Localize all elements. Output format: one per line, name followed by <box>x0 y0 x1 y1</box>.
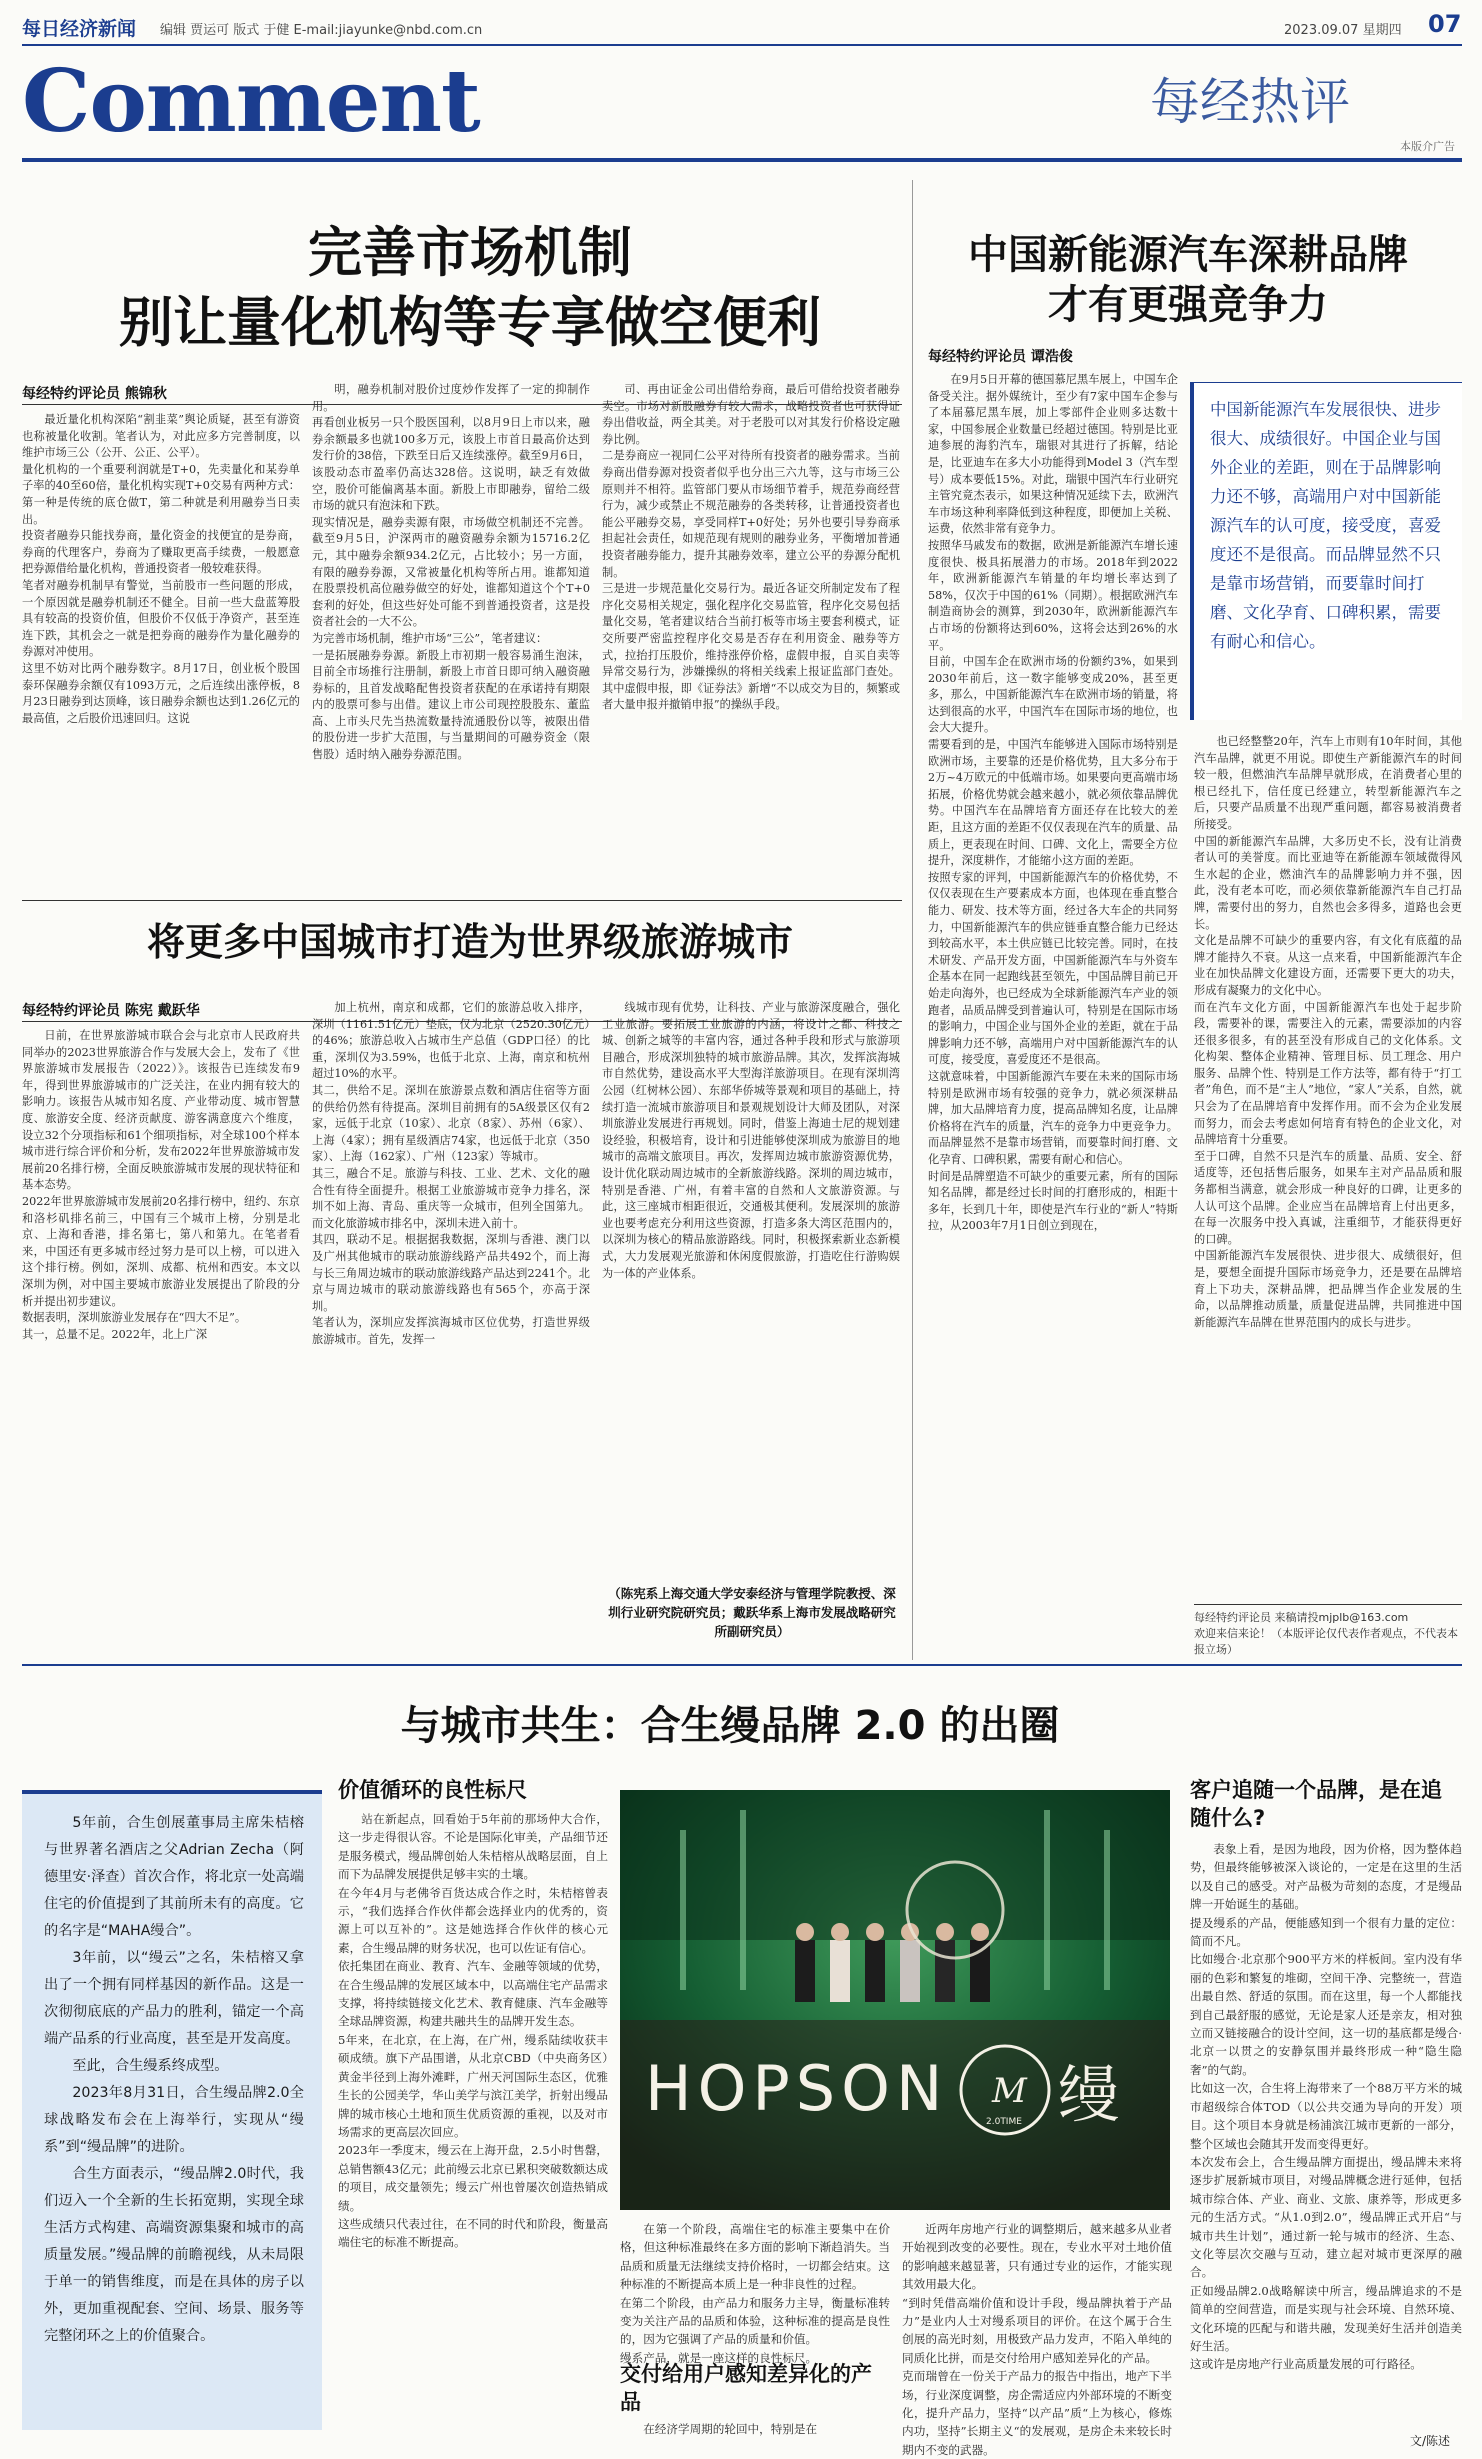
article2-title-line1: 中国新能源汽车深耕品牌 <box>968 232 1408 278</box>
article1-byline: 每经特约评论员 熊锦秋 <box>22 386 167 402</box>
article3-column-3: 线城市现有优势，让科技、产业与旅游深度融合，强化工业旅游。要拓展工业旅游的内涵，将设计之都、科技之城、创新之城等的丰富内容，通过各种手段和形式与旅游项目融合，形成深圳独特的城市旅游品牌。其次，发挥滨海城市自然优势，建设高水平大型海洋旅游项目。在现有深圳湾公园（红树林公园）、东部华侨城等景观和项目的基础上，持续打造一流城市旅游项目和景观规划设计大师及团队，对深圳旅游业发展进行再规划。同时，借鉴上海迪士尼的规划建设经验，积极培育，设计和引进能够使深圳成为旅游目的地城市的高端文旅项目。再次，发挥周边城市旅游资源优势，设计优化联动周边城市的全新旅游线路。深圳的周边城市，特别是香港、广州，有着丰富的自然和人文旅游资源。与此，这三座城市相距很近，交通极其便利。发展深圳的旅游业也要考虑充分利用这些资源，打造多条大湾区范围内的，以深圳为核心的精品旅游路线。同时，积极探索新业态新模式，大力发展观光旅游和休闲度假旅游，打造吃住行游购娱为一体的产业体系。 <box>602 1001 900 1280</box>
photo-logo-cn: 缦 <box>1058 2058 1121 2131</box>
section-rule <box>22 1664 1462 1666</box>
article4-subhead-3: 客户追随一个品牌，是在追随什么? <box>1190 1778 1442 1830</box>
article1-column-2: 明，融券机制对股价过度炒作发挥了一定的抑制作用。 再看创业板另一只个股医国利，以8月9日上市以来，融券余额最多也就100多万元，该股上市首日最高价达到发行价的38倍，下跌至日后又连续涨停。截至9月6日，该股动态市盈率仍高达328倍。这说明，缺乏有效做空，股价可能偏离基本面。新股上市即融券，留给二级市场的就只有泡沫和下跌。 现实情况是，融券卖源有限，市场做空机制还不完善。截至9月5日，沪深两市的融资融券余额为15716.2亿元，其中融券余额934.2亿元，占比较小；另一方面，有限的融券券源，又常被量化机构等所占用。谁都知道在股票投机高位融券做空的好处，谁都知道这个个T+0套利的好处，但这些好处可能不到普通投资者，这是投资者社会的一大不公。 为完善市场机制，维护市场“三公”，笔者建议： 一是拓展融券券源。新股上市初期一般容易涌生泡沫，目前全市场推行注册制，新股上市首日即可纳入融资融券标的，且首发战略配售投资者获配的在承诺持有期限内的股票可参与出借。建议上市公司现控股股东、董监高、上市头尺先当热流数量持流通股份以等，被限出借的股份进一步扩大范围，与当量期间的可融券资金（限售股）适时纳入融券券源范围。 <box>312 383 590 762</box>
article2-headline <box>928 230 1448 330</box>
article4-column-3: 近两年房地产行业的调整期后，越来越多从业者开始视到改变的必要性。现在，专业水平对土地价值的影响越来越显著，只有通过专业的运作，才能实现其效用最大化。 “到时凭借高端价值和设计手段，缦品牌执着于产品力”是业内人士对缦系项目的评价。在这个属于合生创展的高光时刻，用极致产品力发声，不陷入单纯的同质化比拼，而是交付给用户感知差异化的产品。 克而瑞曾在一份关于产品力的报告中指出，地产下半场，行业深度调整，房企需适应内外部环境的不断变化，提升产品力，坚持“以产品”质“上为核心，修炼内功，坚持”长期主义“的发展观，是房企未来较长时期内不变的武器。 <box>902 2222 1172 2457</box>
article3-byline: 每经特约评论员 陈宪 戴跃华 <box>22 1003 200 1019</box>
intro-paragraph: 5年前，合生创展董事局主席朱桔榕与世界著名酒店之父Adrian Zecha（阿德里安·泽查）首次合作，将北京一处高端住宅的价值提到了其前所未有的高度。它的名字是“MAHA缦合”。 <box>44 1815 304 1939</box>
article4-headline: 与城市共生：合生缦品牌 2.0 的出圈 <box>400 1703 1060 1749</box>
event-photo <box>620 1790 1170 2210</box>
article3-author-bio: （陈宪系上海交通大学安泰经济与管理学院教授、深圳行业研究院研究员；戴跃华系上海市发展战略研究所副研究员） <box>608 1586 896 1639</box>
page-number: 07 <box>1428 10 1462 38</box>
paper-name: 每日经济新闻 <box>22 18 137 40</box>
article1-column-3: 司、再由证金公司出借给券商，最后可借给投资者融券卖空。市场对新股融券有较大需求，战略投资者也可获得证券出借收益，两全其美。对于老股可以对其发行价格设定融券比例。 二是券商应一视同仁公平对待所有投资者的融券需求。当前券商出借券源对投资者似乎也分出三六九等，这与市场三公原则并不相符。监管部门要从市场细节着手，规范券商经营行为，减少或禁止不规范融券的各类转移，让普通投资者也能公平融券交易，享受同样T+0好处；另外也要引导券商承担起社会责任，如规范现有规则的融券业务，平衡增加普通投资者融券能力，提升其融券效率，建立公平的券源分配机制。 三是进一步规范量化交易行为。最近各证交所制定发布了程序化交易相关规定，强化程序化交易监管，程序化交易包括量化交易，笔者建议结合当前打板等市场主要套利模式，证交所要严密监控程序化交易是否存在利用资金、融券等方式，拉抬打压股价，维持涨停价格，虚假申报，自买自卖等异常交易行为，涉嫌操纵的将相关线索上报证监部门查处。其中虚假申报，即《证券法》新增“不以成交为目的，频繁或者大量申报并撤销申报”的操纵手段。 <box>602 383 900 712</box>
article2-column-1: 在9月5日开幕的德国慕尼黑车展上，中国车企备受关注。据外媒统计，至少有7家中国车企参与了本届慕尼黑车展，加上零部件企业则多达数十家，中国参展企业数量已经超过德国。特别是比亚迪参展的海豹汽车，瑞银对其进行了拆解，结论是，比亚迪车在多大小功能得到Model 3（汽车型号）成本要低15%。对此，瑞银中国汽车行业研究主管究竟杰表示，如果这种情况延续下去，欧洲汽车市场这种利率降低到这种程度，即便加上关税、运费，依然非常有竞争力。 按照华马戚发布的数据，欧洲是新能源汽车增长速度很快、极具拓展潜力的市场。2018年到2022年，欧洲新能源汽车销量的年均增长率达到了58%，仅次于中国的61%（同期）。根据欧洲汽车制造商协会的测算，到2030年，欧洲新能源汽车占市场的份额将达到60%，这将会达到26%的水平。 目前，中国车企在欧洲市场的份额约3%，如果到2030年前后，这一数字能够变成20%，甚至更多，那么，中国新能源汽车在欧洲市场的销量，将达到很高的水平，中国汽车在国际市场的地位，也会大大提升。 需要看到的是，中国汽车能够进入国际市场特别是欧洲市场，主要靠的还是价格优势，且大多分布于2万~4万欧元的中低端市场。如果要向更高端市场拓展，价格优势就会越来越小，就必须依靠品牌优势。中国汽车在品牌培育方面还存在比较大的差距，且这方面的差距不仅仅表现在汽车的质量、品质上，更表现在时间、口碑、文化上，需要全方位提升，深度耕作，才能缩小这方面的差距。 按照专家的评判，中国新能源汽车的价格优势，不仅仅表现在生产要素成本方面，也体现在垂直整合能力、研发、技术等方面，经过各大车企的共同努力，中国新能源汽车的供应链垂直整合能力已经达到较高水平，本土供应链已比较完善。同时，在技术研发、产品开发方面，中国新能源汽车与外资车企基本在同一起跑线甚至领先，中国品牌目前已开始走向海外，也已经成为全球新能源汽车产业的领跑者，品质品牌受到普遍认可，特别是在国际市场的影响力，中国企业与国外企业的差距，就在于品牌影响力还不够，高端用户对中国新能源汽车的认可度，接受度，喜爱度还不是很高。 这就意味着，中国新能源汽车要在未来的国际市场特别是欧洲市场有较强的竞争力，就必须深耕品牌，加大品牌培育力度，提高品牌知名度，让品牌价格将在汽车的质量，汽车的竞争力中更竞争力。而品牌显然不是靠市场营销，而要靠时间打磨、文化孕育、口碑积累，需要有耐心和信心。 时间是品牌塑造不可缺少的重要元素，所有的国际知名品牌，都是经过长时间的打磨形成的，相距十多年，长到几十年，即使是汽车行业的“新人”特斯拉，从2003年7月1日创立到现在， <box>928 373 1178 1233</box>
photo-logo-text: HOPSON <box>645 2052 949 2125</box>
top-bar <box>22 10 1462 44</box>
article1-title-line2: 别让量化机构等专享做空便利 <box>119 291 821 354</box>
photo-badge-text: 2.0TIME <box>986 2117 1022 2127</box>
intro-paragraph: 至此，合生缦系终成型。 <box>72 2058 229 2074</box>
submission-email: 每经特约评论员 来稿请投mjplb@163.com 欢迎来信来论！（本版评论仅代表作者观点，不代表本报立场） <box>1194 1611 1458 1656</box>
article4-column-2b: 在经济学周期的轮回中，特别是在 <box>643 2422 818 2436</box>
article4-column-1: 站在新起点，回看始于5年前的那场仲大合作，这一步走得很认容。不论是国际化审美，产品细节还是服务模式，缦品牌创始人朱桔榕从战略层面，自上而下为品牌发展提供足够丰实的土壤。 在今年4月与老佛爷百货达成合作之时，朱桔榕曾表示，“我们选择合作伙伴都会选择业内的优秀的，资源上可以互补的”。这是她选择合作伙伴的核心元素，合生缦品牌的财务状况，也可以佐证有信心。 依托集团在商业、教育、汽车、金融等领域的优势，在合生缦品牌的发展区域本中，以高端住宅产品需求支撑，将持续链接文化艺术、教育健康、汽车金融等全球品牌资源，构建共融共生的品牌开发生态。 5年来，在北京，在上海，在广州，缦系陆续收获丰硕成绩。旗下产品围谱，从北京CBD（中央商务区）黄金半径到上海外滩畔，广州天河国际生态区，优雅生长的公园美学，华山美学与滨江美学，折射出缦品牌的城市核心土地和顶生优质资源的重视，以及对市场需求的更高层次回应。 2023年一季度末，缦云在上海开盘，2.5小时售罄，总销售额43亿元；此前缦云北京已累积突破数额达成的项目，成交量领先；缦云广州也曾屡次创造热销成绩。 这些成绩只代表过往，在不同的时代和阶段，衡量高端住宅的标准不断提高。 <box>338 1812 608 2250</box>
article3-column-1: 日前，在世界旅游城市联合会与北京市人民政府共同举办的2023世界旅游合作与发展大会上，发布了《世界旅游城市发展报告（2022）》。该报告已连续发布9年，得到世界旅游城市的广泛关注，在业内拥有较大的影响力。该报告从城市知名度、产业带动度、城市智慧度、旅游安全度、经济贡献度、游客满意度六个维度，设立32个分项指标和61个细项指标，对全球100个样本城市进行综合评价和分析，发布2022年世界旅游城市发展前20名排行榜，全面反映旅游城市发展的现状特征和基本态势。 2022年世界旅游城市发展前20名排行榜中，纽约、东京和洛杉矶排名前三，中国有三个城市上榜，分别是北京、上海和香港，排名第七，第八和第九。在笔者看来，中国还有更多城市经过努力是可以上榜，可以进入这个排行榜。例如，深圳、成都、杭州和西安。本文以深圳为例，对中国主要城市旅游业发展提出了阶段的分析并提出初步建议。 数据表明，深圳旅游业发展存在“四大不足”。 其一，总量不足。2022年，北上广深 <box>22 1029 300 1341</box>
top-rule <box>22 44 1462 46</box>
column-divider <box>912 180 913 1660</box>
article3-headline: 将更多中国城市打造为世界级旅游城市 <box>146 920 793 964</box>
column-name: 每经热评 <box>1150 73 1350 131</box>
article2-column-2: 也已经整整20年，汽车上市则有10年时间，其他汽车品牌，就更不用说。即使生产新能源汽车的时间较一般，但燃油汽车品牌早就形成，在消费者心里的根已经扎下，信任度已经建立，转型新能源汽车之后，只要产品质量不出现严重问题，都容易被消费者所接受。 中国的新能源汽车品牌，大多历史不长，没有让消费者认可的美誉度。而比亚迪等在新能源车领域微得风生水起的企业，燃油汽车的品牌影响力并不强，因此，没有老本可吃，而必须依靠新能源汽车自己打品牌，需要付出的努力，自然也会多得多，道路也会更长。 文化是品牌不可缺少的重要内容，有文化有底蕴的品牌才能持久不衰。从这一点来看，中国新能源汽车企业在加快品牌文化建设方面，还需要下更大的功夫，形成有凝聚力的文化中心。 而在汽车文化方面，中国新能源汽车也处于起步阶段，需要补的课，需要注入的元素，需要添加的内容还很多很多，有的甚至没有形成自己的文化体系。文化构架、整体企业精神、管理目标、员工理念、用户服务、品牌个性、特别是工作方法等，都有待于“打工者”角色，而不是“主人”地位，“家人”关系，自然，就只会为了在品牌培育中发挥作用。而不会为企业发展而努力，而会去考虑如何培育有特色的企业文化，对品牌培育十分重要。 至于口碑，自然不只是汽车的质量、品质、安全、舒适度等，还包括售后服务，如果车主对产品品质和服务都相当满意，就会形成一种良好的口碑，让更多的人认可这个品牌。企业应当在品牌培育上付出更多，在每一次服务中投入真诚，注重细节，才能获得更好的口碑。 中国新能源汽车发展很快、进步很大、成绩很好，但是，要想全面提升国际市场竞争力，还是要在品牌培育上下功夫，深耕品牌，把品牌当作企业发展的生命，以品牌推动质量，质量促进品牌，共同推进中国新能源汽车品牌在世界范围内的成长与进步。 <box>1194 735 1462 1329</box>
article4-column-2: 在第一个阶段，高端住宅的标准主要集中在价格，但这种标准最终在多方面的影响下渐趋消失。当品质和质量无法继续支持价格时，一切都会结束。这种标准的不断提高本质上是一种非良性的过程。 在第二个阶段，由产品力和服务力主导，衡量标准转变为关注产品的品质和体验，这种标准的提高是良性的，因为它强调了产品的质量和价值。 缦系产品，就是一座这样的良性标尺。 <box>620 2222 890 2365</box>
intro-paragraph: 2023年8月31日，合生缦品牌2.0全球战略发布会在上海举行，实现从“缦系”到“缦品牌”的进阶。 <box>44 2085 304 2155</box>
email-rule <box>1194 1604 1462 1605</box>
article2-byline: 每经特约评论员 谭浩俊 <box>928 349 1073 365</box>
intro-paragraph: 合生方面表示，“缦品牌2.0时代，我们迈入一个全新的生长拓宽期，实现全球生活方式构建、高端资源集聚和城市的高质量发展。”缦品牌的前瞻视线，从未局限于单一的销售维度，而是在具体的房子以外，更加重视配套、空间、场景、服务等完整闭环之上的价值聚合。 <box>44 2166 304 2344</box>
article4-intro-box <box>22 1790 322 2430</box>
article2-title-line2: 才有更强竞争力 <box>1048 282 1328 328</box>
article4-signoff: 文/陈述 <box>1410 2434 1451 2448</box>
date-line: 2023.09.07 星期四 <box>1284 23 1402 38</box>
article4-subhead-1: 价值循环的良性标尺 <box>338 1778 527 1802</box>
article1-title-line1: 完善市场机制 <box>308 221 632 284</box>
ad-note: 本版介广告 <box>1400 140 1455 153</box>
intro-paragraph: 3年前，以“缦云”之名，朱桔榕又拿出了一个拥有同样基因的新作品。这是一次彻彻底底的产品力的胜利，锚定一个高端产品系的行业高度，甚至是开发高度。 <box>44 1950 304 2047</box>
event-stage-image <box>620 1790 1170 2210</box>
section-rule <box>22 900 902 901</box>
pull-quote <box>1190 382 1462 720</box>
article1-column-1: 最近量化机构深陷“割韭菜”舆论质疑，甚至有游资也称被量化收割。笔者认为，对此应多方完善制度，以维护市场三公（公开、公正、公平）。 量化机构的一个重要利润就是T+0，先卖量化和某券单子率的40至60倍，量化机构实现T+0交易有两种方式：第一种是传统的底仓做T，第二种就是利用融券当日卖出。 投资者融券只能找券商，量化资金的找便宜的是券商，券商的代理客户，券商为了赚取更高手续费，一般愿意把券源借给量化机构，普通投资者一般较难获得。 笔者对融券机制早有警觉，当前股市一些问题的形成，一个原因就是融券机制还不健全。目前一些大盘蓝筹股具有较高的投资价值，但股价不仅低于净资产，甚至连连下跌，其机会之一就是把券商的融券作为量化融券的券源对冲使用。 这里不妨对比两个融券数字。8月17日，创业板个股国泰环保融券余额仅有1093万元，之后连续出涨停板，8月23日融券到达顶峰，该日融券余额也达到1.26亿元的最高值，之后股价迅速回归。这说 <box>22 413 300 725</box>
editors-line: 编辑 贾运可 版式 于健 E-mail:jiayunke@nbd.com.cn <box>160 23 483 38</box>
svg-text:M: M <box>992 2071 1027 2111</box>
masthead: Comment <box>22 51 480 152</box>
article3-column-2: 加上杭州，南京和成都，它们的旅游总收入排序，深圳（1161.51亿元）垫底，仅为北京（2520.30亿元）的46%；旅游总收入占城市生产总值（GDP口径）的比重，深圳仅为3.59%，也低于北京、上海，南京和杭州超过10%的水平。 其二，供给不足。深圳在旅游景点数和酒店住宿等方面的供给仍然有待提高。深圳目前拥有的5A级景区仅有2家，远低于北京（10家）、北京（8家）、苏州（6家）、上海（4家）；拥有星级酒店74家，也远低于北京（350家）、上海（162家）、广州（123家）等城市。 其三，融合不足。旅游与科技、工业、艺术、文化的融合性有待全面提升。根据工业旅游城市竞争力排名，深圳不如上海、青岛、重庆等一众城市，但列全国第九。而文化旅游城市排名中，深圳未进入前十。 其四，联动不足。根据据我数据，深圳与香港、澳门以及广州其他城市的联动旅游线路产品共492个，而上海与长三角周边城市的联动旅游线路产品达到2241个。北京与周边城市的联动旅游线路也有565个，亦高于深圳。 笔者认为，深圳应发挥滨海城市区位优势，打造世界级旅游城市。首先，发挥一 <box>312 1001 590 1346</box>
article4-subhead-2: 交付给用户感知差异化的产品 <box>620 2362 872 2414</box>
masthead-rule <box>22 158 1462 162</box>
article1-headline <box>40 218 900 358</box>
article4-column-4: 表象上看，是因为地段，因为价格，因为整体趋势，但最终能够被深入谈论的，一定是在这里的生活以及自己的感受。对产品极为苛刻的态度，才是缦品牌一开始诞生的基础。 提及缦系的产品，便能感知到一个很有力量的定位：简而不凡。 比如缦合·北京那个900平方米的样板间。室内没有华丽的色彩和繁复的堆砌，空间干净、完整统一，营造出最自然、舒适的氛围。而在这里，每一个人都能找到自己最舒服的感觉，无论是家人还是亲友，相对独立而又链接融合的设计空间，这一切的基底都是缦合·北京一以贯之的安静氛围并最终形成一种“隐生隐奢”的气韵。 比如这一次，合生将上海带来了一个88万平方米的城市超级综合体TOD（以公共交通为导向的开发）项目。这个项目本身就是杨浦滨江城市更新的一部分，整个区域也会随其开发而变得更好。 本次发布会上，合生缦品牌方面提出，缦品牌未来将逐步扩展新城市项目，对缦品牌概念进行延伸，包括城市综合体、产业、商业、文旅、康养等，形成更多元的生活方式。“从1.0到2.0”，缦品牌正式开启“与城市共生计划”，通过新一轮与城市的经济、生态、文化等层次交融与互动，建立起对城市更深厚的融合。 正如缦品牌2.0战略解读中所言，缦品牌追求的不是简单的空间营造，而是实现与社会环境、自然环境、文化环境的匹配与和谐共融，发现美好生活并创造美好生活。 这或许是房地产行业高质量发展的可行路径。 <box>1190 1842 1462 2372</box>
pull-quote-text: 中国新能源汽车发展很快、进步很大、成绩很好。中国企业与国外企业的差距，则在于品牌影响力还不够，高端用户对中国新能源汽车的认可度，接受度，喜爱度还不是很高。而品牌显然不只是靠市场营销，而要靠时间打磨、文化孕育、口碑积累，需要有耐心和信心。 <box>1210 400 1441 651</box>
